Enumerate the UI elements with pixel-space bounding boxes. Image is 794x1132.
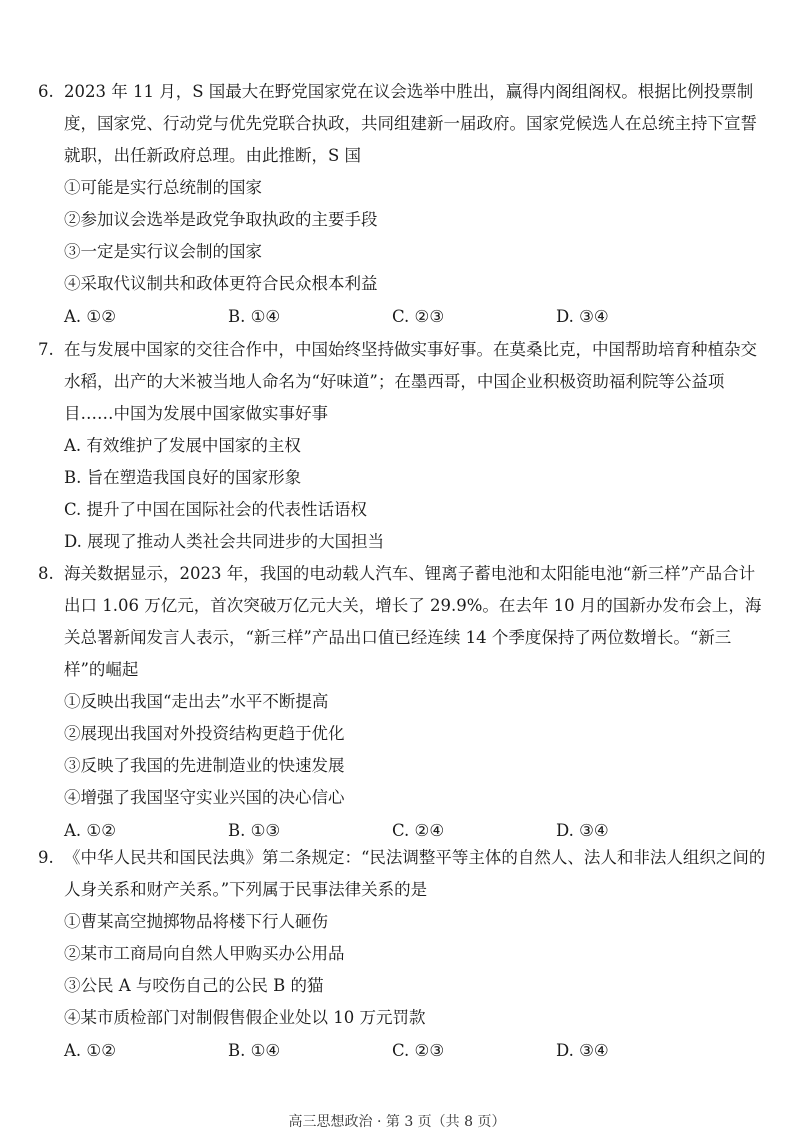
choice-c[interactable]: C. ②③ [392, 1041, 445, 1060]
statement-option: ④某市质检部门对制假售假企业处以 10 万元罚款 [64, 1008, 426, 1027]
choice-b[interactable]: B. ①③ [228, 821, 281, 840]
choice-d[interactable]: D. ③④ [556, 821, 609, 840]
choice-b[interactable]: B. ①④ [228, 1041, 281, 1060]
question-stem [38, 842, 768, 906]
choice-c[interactable]: C. ②④ [392, 821, 445, 840]
choice-d[interactable]: D. ③④ [556, 307, 609, 326]
question-text: 在与发展中国家的交往合作中，中国始终坚持做实事好事。在莫桑比克，中国帮助培育种植杂交水稻，出产的大米被当地人命名为“好味道”；在墨西哥，中国企业积极资助福利院等公益项目……中国为发展中国家做实事好事 [64, 340, 757, 423]
page-footer: 高三思想政治 · 第 3 页（共 8 页） [288, 1114, 506, 1130]
choice-a[interactable]: A. 有效维护了发展中国家的主权 [64, 436, 301, 455]
question-number: 7. [38, 340, 54, 359]
question-8 [38, 558, 768, 848]
statement-option: ②某市工商局向自然人甲购买办公用品 [64, 944, 345, 963]
choice-c[interactable]: C. ②③ [392, 307, 445, 326]
question-stem [38, 76, 768, 172]
choice-d[interactable]: D. ③④ [556, 1041, 609, 1060]
statement-option: ③反映了我国的先进制造业的快速发展 [64, 756, 345, 775]
question-text: 《中华人民共和国民法典》第二条规定：“民法调整平等主体的自然人、法人和非法人组织之间的人身关系和财产关系。”下列属于民事法律关系的是 [64, 848, 766, 899]
statement-option: ④增强了我国坚守实业兴国的决心信心 [64, 788, 345, 807]
statement-option: ②参加议会选举是政党争取执政的主要手段 [64, 210, 378, 229]
question-7 [38, 334, 768, 558]
statement-option: ②展现出我国对外投资结构更趋于优化 [64, 724, 345, 743]
question-text: 海关数据显示，2023 年，我国的电动载人汽车、锂离子蓄电池和太阳能电池“新三样”产品合计出口 1.06 万亿元，首次突破万亿元大关，增长了 29.9%。在去年 10 月的国新办发布会上，海关总署新闻发言人表示，“新三样”产品出口值已经连续 14 个季度保持了两位数增长。“新三样”的崛起 [64, 564, 762, 679]
question-number: 6. [38, 82, 54, 101]
choice-a[interactable]: A. ①② [64, 1041, 116, 1060]
question-stem [38, 334, 768, 430]
choice-b[interactable]: B. 旨在塑造我国良好的国家形象 [64, 468, 302, 487]
statement-option: ①反映出我国“走出去”水平不断提高 [64, 692, 329, 711]
statement-option: ③公民 A 与咬伤自己的公民 B 的猫 [64, 976, 324, 995]
question-6 [38, 76, 768, 334]
statement-option: ①曹某高空抛掷物品将楼下行人砸伤 [64, 912, 328, 931]
choice-d[interactable]: D. 展现了推动人类社会共同进步的大国担当 [64, 532, 385, 551]
question-9 [38, 842, 768, 1068]
question-stem [38, 558, 768, 686]
question-text: 2023 年 11 月，S 国最大在野党国家党在议会选举中胜出，赢得内阁组阁权。根据比例投票制度，国家党、行动党与优先党联合执政，共同组建新一届政府。国家党候选人在总统主持下宣誓就职，出任新政府总理。由此推断，S 国 [64, 82, 757, 165]
statement-option: ①可能是实行总统制的国家 [64, 178, 262, 197]
statement-option: ③一定是实行议会制的国家 [64, 242, 262, 261]
choice-b[interactable]: B. ①④ [228, 307, 281, 326]
choice-a[interactable]: A. ①② [64, 307, 116, 326]
statement-option: ④采取代议制共和政体更符合民众根本利益 [64, 274, 378, 293]
answer-choices [38, 300, 768, 334]
question-number: 8. [38, 564, 54, 583]
answer-choices [38, 1034, 768, 1068]
choice-c[interactable]: C. 提升了中国在国际社会的代表性话语权 [64, 500, 368, 519]
question-number: 9. [38, 848, 54, 867]
choice-a[interactable]: A. ①② [64, 821, 116, 840]
